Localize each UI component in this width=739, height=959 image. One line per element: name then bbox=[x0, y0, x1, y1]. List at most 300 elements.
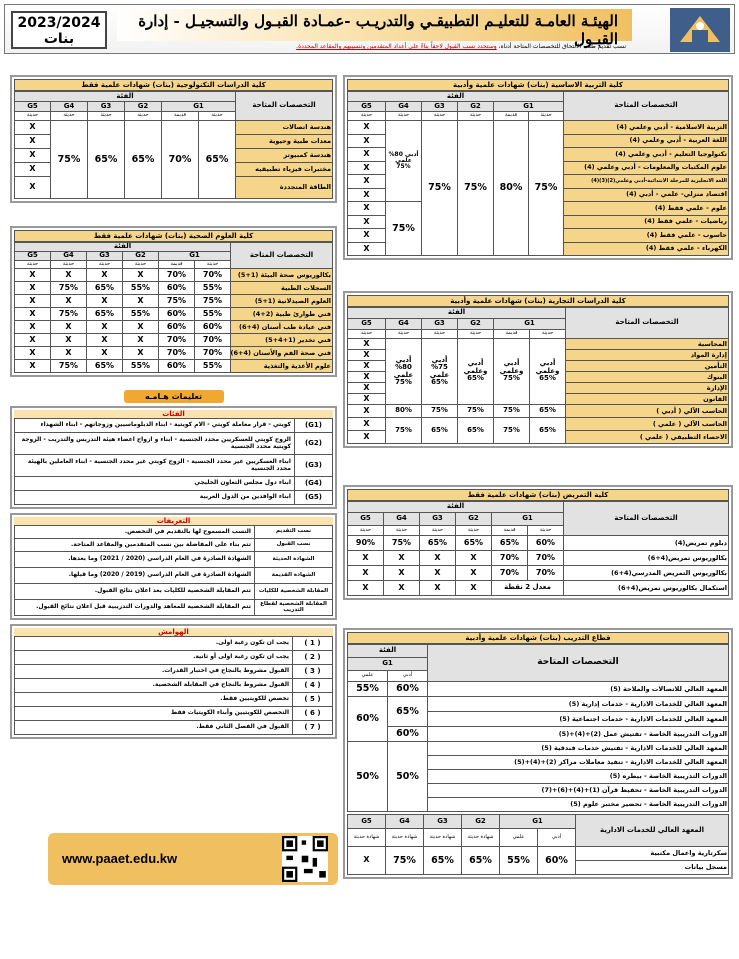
specs-header: التخصصات المتاحة bbox=[566, 308, 729, 339]
g1-header: G1 bbox=[494, 319, 566, 330]
specs-header: التخصصات المتاحة bbox=[231, 243, 333, 269]
cell: X bbox=[348, 215, 386, 229]
cert-new-label: شهادة حديثة bbox=[348, 829, 386, 847]
g5-header: G5 bbox=[348, 815, 386, 829]
footnote-text: تخصص للكويتيين فقط. bbox=[15, 693, 293, 707]
page-title: الهيئـة العامـة للتعليـم التطبيقـي والتدريـب -عمـادة القبـول والتسجيـل - إدارة القبـول bbox=[117, 9, 632, 41]
cell: 75% bbox=[51, 308, 87, 321]
cell: 65% bbox=[87, 360, 123, 373]
g4-header: G4 bbox=[386, 815, 424, 829]
footnotes-table bbox=[14, 636, 333, 735]
cell: 75% bbox=[195, 295, 231, 308]
cell: X bbox=[420, 566, 456, 581]
g3-header: G3 bbox=[87, 252, 123, 261]
cell: X bbox=[15, 149, 51, 163]
cell: X bbox=[348, 372, 386, 383]
footnote-number: ( 7 ) bbox=[293, 721, 333, 735]
cell: 65% bbox=[88, 121, 125, 199]
cell: أدبي 75% علمي 65% bbox=[422, 339, 458, 405]
categories-table bbox=[14, 418, 333, 505]
new-label: حديثة bbox=[420, 526, 456, 536]
cell: X bbox=[15, 308, 51, 321]
new-label: حديثة bbox=[15, 261, 51, 269]
commerce-title: كلية الدراسات التجارية (بنات) شهادات علمية وأدبية bbox=[347, 295, 729, 307]
definition-text: النسب المسموح لها بالتقديم في التخصص. bbox=[15, 526, 255, 539]
category-description: كويتي - قرار معاملة كويتي - الام كويتية - ابناء الدبلوماسيين وزوجاتهم - ابناء الشهداء bbox=[15, 419, 295, 433]
spec-row: المحاسبة bbox=[566, 339, 729, 350]
footnotes-title: الهوامش bbox=[14, 628, 333, 636]
spec-row: فني طوارئ طبية (2+4) bbox=[231, 308, 333, 321]
cell: X bbox=[384, 581, 420, 596]
spec-row: هندسة اتصالات bbox=[236, 121, 333, 135]
new-label: حديثة bbox=[123, 261, 159, 269]
g5-header: G5 bbox=[348, 102, 386, 112]
cell: 55% bbox=[195, 308, 231, 321]
cell: X bbox=[348, 431, 386, 444]
specs-header: التخصصات المتاحة bbox=[564, 92, 729, 121]
spec-row: مختبرات فيزياء تطبيقيه bbox=[236, 163, 333, 177]
g5-header: G5 bbox=[15, 102, 51, 112]
footnotes-box bbox=[10, 624, 337, 739]
g4-header: G4 bbox=[384, 513, 420, 526]
g3-header: G3 bbox=[420, 513, 456, 526]
spec-row: اللغة الانجليزية للمرحلة الابتدائية-أدبي وعلمي(2)(3)(4) bbox=[564, 175, 729, 189]
definition-text: الشهادة الصادرة في العام الدراسي (2020 / 2021) وما بعدها. bbox=[15, 552, 255, 568]
cell: 60% bbox=[388, 682, 428, 697]
cell: 55% bbox=[123, 360, 159, 373]
cell: 70% bbox=[492, 551, 528, 566]
footnote-text: القبول مشروط بالنجاح في اختبار القدرات. bbox=[15, 665, 293, 679]
sci-label: علمي bbox=[348, 671, 388, 682]
spec-row: التأمين bbox=[566, 361, 729, 372]
nursing-table bbox=[347, 501, 729, 596]
g5-header: G5 bbox=[348, 319, 386, 330]
new-label: حديثة bbox=[88, 112, 125, 121]
cell: X bbox=[15, 121, 51, 135]
gender-label: بنات bbox=[43, 31, 75, 47]
commerce-table bbox=[347, 307, 729, 444]
cell: X bbox=[348, 242, 386, 256]
cell: 70% bbox=[159, 334, 195, 347]
website-link[interactable]: www.paaet.edu.kw bbox=[62, 851, 178, 866]
definitions-box bbox=[10, 513, 337, 620]
cell: 70% bbox=[195, 334, 231, 347]
spec-row: المعهد العالي للخدمات الادارية - خدمات إدارية (5) bbox=[428, 697, 729, 712]
g4-header: G4 bbox=[51, 252, 87, 261]
cell: 65% bbox=[199, 121, 236, 199]
spec-row: حاسوب - علمي فقط (4) bbox=[564, 229, 729, 243]
spec-row: علوم الأغذية والتغذية bbox=[231, 360, 333, 373]
specs-header: التخصصات المتاحة bbox=[236, 92, 333, 121]
definition-text: تتم بناء على المفاضلة بين نسب المتقدمين والمقاعد المتاحة. bbox=[15, 539, 255, 552]
cell: X bbox=[15, 334, 51, 347]
spec-row: الحاسب الآلي ( أدبي ) bbox=[566, 405, 729, 418]
g3-header: G3 bbox=[424, 815, 462, 829]
footnote-text: التخصص للكويتيين وأبناء الكويتيات فقط bbox=[15, 707, 293, 721]
spec-row: مسجل بيانات bbox=[576, 861, 729, 875]
cell: 70% bbox=[528, 551, 564, 566]
cell: 55% bbox=[123, 282, 159, 295]
cell: 65% bbox=[125, 121, 162, 199]
cell: 65% bbox=[388, 697, 428, 727]
category-code: (G2) bbox=[295, 433, 333, 455]
g2-header: G2 bbox=[458, 319, 494, 330]
cell: 80% bbox=[386, 405, 422, 418]
spec-row: علوم - علمي فقط (4) bbox=[564, 202, 729, 216]
spec-row: القانون bbox=[566, 394, 729, 405]
basic-education-table bbox=[347, 91, 729, 256]
footnote-text: القبول في الفصل الثاني فقط. bbox=[15, 721, 293, 735]
cell: 50% bbox=[348, 742, 388, 812]
definition-text: الشهادة الصادرة في العام الدراسي (2019 / 2020) وما قبلها. bbox=[15, 568, 255, 584]
cell: 75% bbox=[386, 202, 422, 256]
g1-header: G1 bbox=[494, 102, 564, 112]
admin-institute-header: المعهد العالي للخدمات الادارية bbox=[576, 815, 729, 847]
cell: 75% bbox=[494, 418, 530, 444]
spec-row: البنوك bbox=[566, 372, 729, 383]
cell: X bbox=[348, 394, 386, 405]
specs-header: التخصصات المتاحة bbox=[428, 645, 729, 682]
cell: 70% bbox=[195, 347, 231, 360]
cell: 75% bbox=[458, 405, 494, 418]
definition-term: المقابلة الشخصية لقطاع التدريب bbox=[255, 600, 333, 616]
spec-row: سكرتارية واعمال مكتبية bbox=[576, 847, 729, 861]
spec-row: العلوم الصيدلانية (1+5) bbox=[231, 295, 333, 308]
spec-row: اقتصاد منزلي- علمي - أدبي (4) bbox=[564, 188, 729, 202]
cell: معدل 2 نقطة bbox=[492, 581, 564, 596]
cell: 60% bbox=[388, 727, 428, 742]
spec-row: الكهرباء - علمي فقط (4) bbox=[564, 242, 729, 256]
cell: 65% bbox=[422, 418, 458, 444]
important-info-section bbox=[10, 390, 337, 739]
cell: 75% bbox=[458, 121, 494, 256]
cell: X bbox=[51, 269, 87, 282]
new-label: حديثة bbox=[458, 330, 494, 339]
spec-row: السجلات الطبية bbox=[231, 282, 333, 295]
cell: 60% bbox=[348, 697, 388, 742]
sci-label: علمي bbox=[500, 829, 538, 847]
spec-row: فني صحة الفم والأسنان (4+6) bbox=[231, 347, 333, 360]
g5-header: G5 bbox=[15, 252, 51, 261]
new-label: حديثة bbox=[528, 526, 564, 536]
spec-row: علوم المكتبات والمعلومات - أدبي وعلمي (4) bbox=[564, 161, 729, 175]
category-header: الفئة bbox=[15, 243, 231, 252]
cell: X bbox=[123, 295, 159, 308]
spec-row: الاحصاء التطبيقي ( علمي ) bbox=[566, 431, 729, 444]
cell: 55% bbox=[195, 360, 231, 373]
g3-header: G3 bbox=[422, 102, 458, 112]
cell: X bbox=[348, 847, 386, 875]
basic-education-section bbox=[343, 75, 733, 260]
category-description: ابناء العسكريين غير محدد الجنسية - الزوج كويتي غير محدد الجنسية - ابناء العاملين بالهيئة محدد الجنسية bbox=[15, 455, 295, 477]
cert-new-label: شهادة حديثة bbox=[462, 829, 500, 847]
qr-code-icon bbox=[282, 836, 328, 882]
definition-text: تتم المقابلة الشخصية للكليات بعد اعلان نتائج القبول. bbox=[15, 584, 255, 600]
old-label: قديمة bbox=[494, 112, 529, 121]
specs-header: التخصصات المتاحة bbox=[564, 502, 729, 536]
cell: X bbox=[15, 163, 51, 177]
g3-header: G3 bbox=[88, 102, 125, 112]
page-header bbox=[4, 4, 735, 54]
cell: 65% bbox=[424, 847, 462, 875]
categories-title: الفئات bbox=[14, 410, 333, 418]
new-label: حديثة bbox=[422, 112, 458, 121]
cell: X bbox=[348, 188, 386, 202]
old-label: قديمة bbox=[492, 526, 528, 536]
cell: 60% bbox=[528, 536, 564, 551]
cell: X bbox=[384, 566, 420, 581]
cell: X bbox=[123, 334, 159, 347]
spec-row: الدورات التدريبية الخاصة - تحضير مختبر علوم (5) bbox=[428, 798, 729, 812]
g2-header: G2 bbox=[123, 252, 159, 261]
cell: 65% bbox=[530, 405, 566, 418]
g2-header: G2 bbox=[458, 102, 494, 112]
footnote-number: ( 2 ) bbox=[293, 651, 333, 665]
footnote-text: يجب ان تكون رغبة اولى أو ثانية. bbox=[15, 651, 293, 665]
new-label: حديثة bbox=[87, 261, 123, 269]
cell: X bbox=[456, 581, 492, 596]
cell: 60% bbox=[195, 321, 231, 334]
website-banner bbox=[48, 833, 338, 885]
spec-row: الدورات التدريبية الخاصة - بيطره (5) bbox=[428, 770, 729, 784]
cell: 55% bbox=[195, 282, 231, 295]
new-label: حديثة bbox=[199, 112, 236, 121]
tech-studies-table bbox=[14, 91, 333, 199]
spec-row: تكنولوجيا التعليم - أدبي وعلمي (4) bbox=[564, 148, 729, 162]
new-label: حديثة bbox=[125, 112, 162, 121]
spec-row: هندسة كمبيوتر bbox=[236, 149, 333, 163]
new-label: حديثة bbox=[51, 112, 88, 121]
cell: X bbox=[456, 566, 492, 581]
footnote-number: ( 3 ) bbox=[293, 665, 333, 679]
cell: 75% bbox=[51, 121, 88, 199]
lit-label: أدبي bbox=[388, 671, 428, 682]
lit-label: أدبي bbox=[538, 829, 576, 847]
cell: X bbox=[15, 177, 51, 199]
new-label: حديثة bbox=[422, 330, 458, 339]
cell: 90% bbox=[348, 536, 384, 551]
spec-row: الإدارة bbox=[566, 383, 729, 394]
cell: X bbox=[348, 229, 386, 243]
cell: X bbox=[123, 347, 159, 360]
g2-header: G2 bbox=[456, 513, 492, 526]
g4-header: G4 bbox=[386, 319, 422, 330]
cell: X bbox=[348, 161, 386, 175]
cell: X bbox=[51, 347, 87, 360]
subtitle-part-b: وستحدد نسب القبول لاحقاً بناءً على أعداد المتقدمين وتنسيبهم والمقاعد المحددة. bbox=[296, 43, 497, 50]
cell: 65% bbox=[462, 847, 500, 875]
cell: 60% bbox=[159, 308, 195, 321]
g4-header: G4 bbox=[51, 102, 88, 112]
cell: 60% bbox=[159, 360, 195, 373]
spec-row: بكالوريوس تمريض(4+6) bbox=[564, 551, 729, 566]
cell: 70% bbox=[159, 269, 195, 282]
g2-header: G2 bbox=[462, 815, 500, 829]
cell: 65% bbox=[458, 418, 494, 444]
g4-header: G4 bbox=[386, 102, 422, 112]
cell: X bbox=[420, 581, 456, 596]
new-label: حديثة bbox=[348, 330, 386, 339]
cell: 75% bbox=[386, 847, 424, 875]
new-label: حديثة bbox=[386, 112, 422, 121]
g1-header: G1 bbox=[159, 252, 231, 261]
cell: X bbox=[348, 175, 386, 189]
cell: 65% bbox=[530, 418, 566, 444]
definition-term: الشهادة الحديثة bbox=[255, 552, 333, 568]
new-label: حديثة bbox=[15, 112, 51, 121]
cell: 55% bbox=[348, 682, 388, 697]
footnote-number: ( 5 ) bbox=[293, 693, 333, 707]
cell: X bbox=[51, 321, 87, 334]
spec-row: المعهد العالي للاتصالات والملاحة (5) bbox=[428, 682, 729, 697]
footnote-text: القبول مشروط بالنجاح في المقابلة الشخصية. bbox=[15, 679, 293, 693]
cell: X bbox=[15, 295, 51, 308]
cell: X bbox=[87, 334, 123, 347]
cell: X bbox=[348, 551, 384, 566]
health-sciences-title: كلية العلوم الصحية (بنات) شهادات علمية فقط bbox=[14, 230, 333, 242]
definition-term: نسب القبول bbox=[255, 539, 333, 552]
cell: 75% bbox=[529, 121, 564, 256]
spec-row: رياضيات - علمي فقط (4) bbox=[564, 215, 729, 229]
cell: 65% bbox=[87, 282, 123, 295]
cell: X bbox=[348, 350, 386, 361]
footnote-number: ( 1 ) bbox=[293, 637, 333, 651]
new-label: حديثة bbox=[384, 526, 420, 536]
cell: أدبي 80% علمي 75% bbox=[386, 339, 422, 405]
health-sciences-table bbox=[14, 242, 333, 373]
cell: أدبي وعلمي 65% bbox=[458, 339, 494, 405]
cell: X bbox=[348, 121, 386, 135]
cell: X bbox=[348, 148, 386, 162]
cell: X bbox=[15, 321, 51, 334]
academic-year: 2023/2024 bbox=[17, 15, 101, 31]
g1-header: G1 bbox=[348, 658, 428, 671]
spec-row: استكمال بكالوريوس تمريض(4+6) bbox=[564, 581, 729, 596]
cell: 60% bbox=[538, 847, 576, 875]
new-label: حديثة bbox=[195, 261, 231, 269]
cell: 75% bbox=[422, 405, 458, 418]
category-header: الفئة bbox=[348, 308, 566, 319]
spec-row: فني عيادة طب أسنان (4+6) bbox=[231, 321, 333, 334]
cell: 75% bbox=[494, 405, 530, 418]
cell: 75% bbox=[159, 295, 195, 308]
tech-studies-section bbox=[10, 75, 337, 203]
cell: X bbox=[87, 321, 123, 334]
cell: X bbox=[348, 339, 386, 350]
definitions-table bbox=[14, 525, 333, 616]
subtitle-part-a: نسب تقديم طلب الالتحاق للتخصصات المتاحة أدناه، bbox=[498, 43, 626, 50]
definition-text: تتم المقابلة الشخصية للمعاهد والدورات التدريبية قبل اعلان نتائج القبول. bbox=[15, 600, 255, 616]
spec-row: التربية الاسلامية - أدبي وعلمي (4) bbox=[564, 121, 729, 135]
spec-row: بكالوريوس صحة البيئة (1+5) bbox=[231, 269, 333, 282]
cert-new-label: شهادة حديثة bbox=[386, 829, 424, 847]
cell: X bbox=[348, 581, 384, 596]
cell: X bbox=[15, 269, 51, 282]
cell: 65% bbox=[492, 536, 528, 551]
new-label: حديثة bbox=[530, 330, 566, 339]
info-title: تعليمات هـامـه bbox=[124, 390, 224, 403]
cell: 80% bbox=[494, 121, 529, 256]
cell: 70% bbox=[159, 347, 195, 360]
cell: X bbox=[348, 405, 386, 418]
new-label: حديثة bbox=[348, 526, 384, 536]
cell: 55% bbox=[500, 847, 538, 875]
cell: X bbox=[348, 202, 386, 216]
g5-header: G5 bbox=[348, 513, 384, 526]
nursing-title: كلية التمريض (بنات) شهادات علمية فقط bbox=[347, 489, 729, 501]
cell: X bbox=[15, 347, 51, 360]
spec-row: اللغة العربية - أدبي وعلمي (4) bbox=[564, 134, 729, 148]
basic-education-title: كلية التربية الاساسية (بنات) شهادات علمية وأدبية bbox=[347, 79, 729, 91]
cell: X bbox=[87, 269, 123, 282]
new-label: حديثة bbox=[51, 261, 87, 269]
spec-row: الحاسب الآلي ( علمي ) bbox=[566, 418, 729, 431]
new-label: حديثة bbox=[529, 112, 564, 121]
footnote-number: ( 4 ) bbox=[293, 679, 333, 693]
cell: X bbox=[15, 360, 51, 373]
spec-row: المعهد العالي للخدمات الادارية - خدمات اجتماعية (5) bbox=[428, 712, 729, 727]
spec-row: فني تخدير (1+4+5) bbox=[231, 334, 333, 347]
training-section bbox=[343, 628, 733, 879]
cert-new-label: شهادة حديثة bbox=[424, 829, 462, 847]
g1-header: G1 bbox=[492, 513, 564, 526]
spec-row: المعهد العالي للخدمات الادارية - تفتيش خدمات فندقية (5) bbox=[428, 742, 729, 756]
category-header: الفئة bbox=[348, 502, 564, 513]
categories-box bbox=[10, 406, 337, 509]
new-label: حديثة bbox=[386, 330, 422, 339]
cell: X bbox=[348, 418, 386, 431]
spec-row: الدورات التدريبية الخاصة - تحفيظ قرآن (1)+(4)+(6)+(7) bbox=[428, 784, 729, 798]
year-box bbox=[11, 11, 107, 49]
g3-header: G3 bbox=[422, 319, 458, 330]
old-label: قديمة bbox=[162, 112, 199, 121]
cell: أدبي وعلمي 75% bbox=[494, 339, 530, 405]
cell: 75% bbox=[384, 536, 420, 551]
cell: أدبي وعلمي 65% bbox=[530, 339, 566, 405]
cell: 75% bbox=[386, 418, 422, 444]
cell: 65% bbox=[420, 536, 456, 551]
spec-row: الطاقة المتجددة bbox=[236, 177, 333, 199]
definition-term: نسب التقديم bbox=[255, 526, 333, 539]
category-header: الفئة bbox=[348, 92, 564, 102]
cell: 70% bbox=[162, 121, 199, 199]
g2-header: G2 bbox=[125, 102, 162, 112]
cell: 60% bbox=[159, 321, 195, 334]
definitions-title: التعريفات bbox=[14, 517, 333, 525]
old-label: قديمة bbox=[159, 261, 195, 269]
spec-row: الدورات التدريبية الخاصة - تفتيش عمل (2)+(4)+(5) bbox=[428, 727, 729, 742]
spec-row: المعهد العالي للخدمات الادارية - تنفيذ معاملات مراكز (2)+(4)+(5) bbox=[428, 756, 729, 770]
cell: X bbox=[348, 134, 386, 148]
training-title: قطاع التدريب (بنات) شهادات علمية وأدبية bbox=[347, 632, 729, 644]
spec-row: دبلوم تمريض(4) bbox=[564, 536, 729, 551]
cell: X bbox=[87, 295, 123, 308]
cell: 65% bbox=[87, 308, 123, 321]
commerce-section bbox=[343, 291, 733, 448]
cell: 50% bbox=[388, 742, 428, 812]
cell: 75% bbox=[51, 360, 87, 373]
category-header: الفئة bbox=[15, 92, 236, 102]
category-code: (G5) bbox=[295, 491, 333, 505]
cell: X bbox=[15, 135, 51, 149]
new-label: حديثة bbox=[456, 526, 492, 536]
spec-row: إدارة المواد bbox=[566, 350, 729, 361]
definition-term: المقابلة الشخصية للكليات bbox=[255, 584, 333, 600]
cell: X bbox=[87, 347, 123, 360]
category-description: ابناء الوافدين من الدول العربية bbox=[15, 491, 295, 505]
cell: X bbox=[348, 566, 384, 581]
g1-header: G1 bbox=[162, 102, 236, 112]
